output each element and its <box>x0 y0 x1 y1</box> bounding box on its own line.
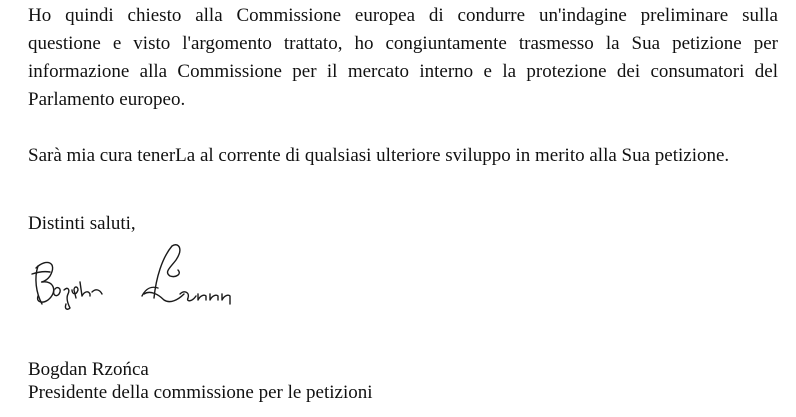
paragraph-line: Parlamento europeo. <box>28 89 186 110</box>
paragraph-line: Ho quindi chiesto alla Commissione europea di condurre un'indagine preliminare sulla <box>28 5 778 26</box>
signer-title: Presidente della commissione per le petizioni <box>28 382 373 403</box>
closing-greeting: Distinti saluti, <box>28 213 136 234</box>
paragraph-followup: Sarà mia cura tenerLa al corrente di qualsiasi ulteriore sviluppo in merito alla Sua petizione. <box>28 145 730 166</box>
handwritten-signature <box>24 238 244 318</box>
paragraph-forwarding <box>28 2 778 114</box>
signer-name: Bogdan Rzońca <box>28 359 149 380</box>
signature-strokes <box>32 245 230 309</box>
paragraph-line: questione e visto l'argomento trattato, ho congiuntamente trasmesso la Sua petizione per <box>28 33 778 54</box>
paragraph-line: informazione alla Commissione per il mercato interno e la protezione dei consumatori del <box>28 61 778 82</box>
